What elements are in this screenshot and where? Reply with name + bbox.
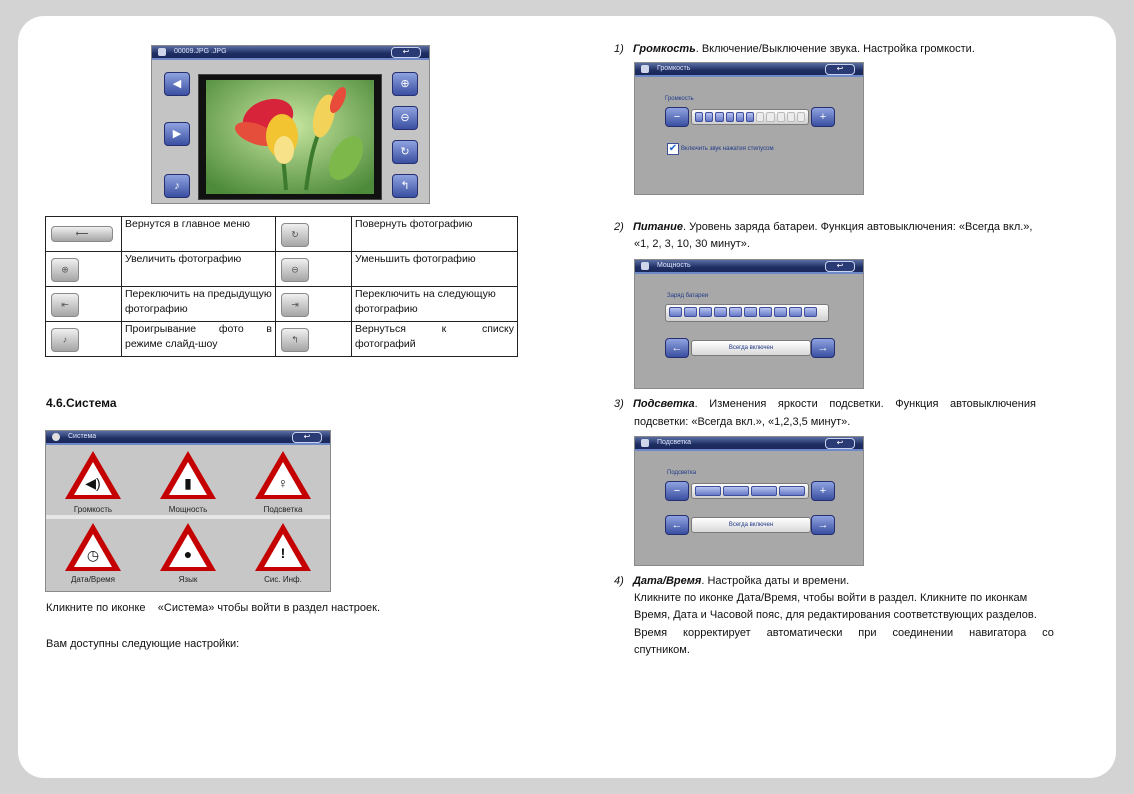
system-item-label: Сис. Инф. — [264, 575, 302, 584]
slider-segment — [746, 112, 754, 122]
system-screen — [45, 430, 331, 592]
system-item-label: Язык — [178, 575, 198, 584]
system-title: Система — [68, 433, 97, 440]
item-datetime-line4 — [634, 625, 1054, 642]
photo-viewer-app-icon — [158, 48, 166, 56]
photo-viewer-filename: 00009.JPG .JPG — [174, 48, 227, 55]
slider-segment — [695, 112, 703, 122]
item-power-heading — [614, 219, 1032, 236]
item-description: . Включение/Выключение звука. Настройка громкости. — [695, 43, 975, 55]
item-number: 4) — [614, 575, 624, 587]
slider-segment — [715, 112, 723, 122]
slider-segment — [759, 307, 772, 317]
item-datetime-heading — [614, 573, 849, 590]
item-word: со — [1042, 627, 1054, 639]
item-datetime-line2: Кликните по иконке Дата/Время, чтобы войти в раздел. Кликните по иконкам — [634, 592, 1028, 604]
slider-segment — [695, 486, 721, 496]
volume-plus-button[interactable]: + — [811, 107, 835, 127]
slider-segment — [669, 307, 682, 317]
item-title: Громкость — [632, 43, 696, 55]
cell-line: фотографий — [355, 338, 416, 350]
battery-icon — [641, 262, 649, 270]
list-button[interactable]: ↰ — [392, 174, 418, 198]
system-item-info[interactable] — [236, 523, 330, 587]
cell-word: списку — [481, 323, 514, 335]
item-backlight-line2: подсветки: «Всегда вкл.», «1,2,3,5 минут». — [634, 416, 851, 428]
slider-segment — [777, 112, 785, 122]
cell-word: в — [266, 323, 272, 335]
slideshow-icon: ♪ — [51, 328, 79, 352]
slider-segment — [744, 307, 757, 317]
click-system-text: Кликните по иконке «Система» чтобы войти в раздел настроек. — [46, 602, 381, 614]
cell-line: режиме слайд-шоу — [125, 338, 218, 350]
stylus-sound-checkbox[interactable]: ✔ — [668, 143, 678, 154]
slider-segment — [726, 112, 734, 122]
system-item-volume[interactable] — [46, 451, 140, 515]
zoom-out-button[interactable]: ⊖ — [392, 106, 418, 130]
zoom-out-icon: ⊖ — [281, 258, 309, 282]
backlight-back-button[interactable]: ↩ — [825, 438, 855, 449]
slider-segment — [804, 307, 817, 317]
table-row — [46, 322, 518, 357]
slider-segment — [789, 307, 802, 317]
return-arrow-icon: ⟵ — [51, 226, 113, 242]
photo-viewer-titlebar — [152, 46, 429, 60]
volume-minus-button[interactable]: − — [665, 107, 689, 127]
slider-segment — [756, 112, 764, 122]
slider-segment — [699, 307, 712, 317]
cell-word: Вернуться — [355, 323, 406, 335]
backlight-title: Подсветка — [657, 439, 691, 446]
back-to-list-icon: ↰ — [281, 328, 309, 352]
next-photo-icon: ⇥ — [281, 293, 309, 317]
power-prev-button[interactable]: ← — [665, 338, 689, 358]
table-icon-cell — [46, 322, 122, 357]
photo-viewer-screen — [151, 45, 430, 204]
item-word: соединении — [892, 627, 954, 639]
available-settings-text: Вам доступны следующие настройки: — [46, 638, 240, 650]
bulb-icon — [641, 439, 649, 447]
photo-viewer-back-button[interactable]: ↩ — [391, 47, 421, 58]
item-word: подсветки. — [829, 398, 884, 410]
face-icon: ● — [183, 546, 193, 562]
system-item-backlight[interactable] — [236, 451, 330, 515]
item-word: Функция — [895, 398, 939, 410]
speaker-icon — [641, 65, 649, 73]
prev-photo-button[interactable]: ◀ — [164, 72, 190, 96]
rotate-button[interactable]: ♪ — [164, 174, 190, 198]
slider-segment — [766, 112, 774, 122]
slideshow-button[interactable]: ▶ — [164, 122, 190, 146]
system-item-datetime[interactable] — [46, 523, 140, 587]
backlight-prev-button[interactable]: ← — [665, 515, 689, 535]
item-title: Дата/Время — [632, 575, 702, 587]
checkbox-label: Включить звук нажатия стилусом — [681, 146, 774, 152]
item-word: автоматически — [766, 627, 843, 639]
table-cell: Увеличить фотографию — [122, 252, 276, 287]
table-cell: Уменьшить фотографию — [352, 252, 518, 287]
item-number: 2) — [614, 221, 624, 233]
slider-segment — [684, 307, 697, 317]
zoom-in-icon: ⊕ — [51, 258, 79, 282]
slider-segment — [751, 486, 777, 496]
item-word: при — [858, 627, 877, 639]
system-item-label: Мощность — [168, 505, 208, 514]
table-icon-cell — [46, 252, 122, 287]
item-number: 3) — [614, 398, 624, 410]
slider-segment — [779, 486, 805, 496]
flower-photo — [206, 80, 374, 194]
table-row — [46, 287, 518, 322]
item-word: Время — [634, 627, 668, 639]
item-word: автовыключения — [950, 398, 1036, 410]
battery-icon: ▮ — [184, 475, 192, 491]
table-icon-cell — [46, 217, 122, 252]
cell-word: к — [441, 323, 447, 335]
system-item-label: Громкость — [73, 505, 113, 514]
system-item-language[interactable] — [141, 523, 235, 587]
section-heading: 4.6.Система — [46, 396, 117, 410]
table-cell: Вернутся в главное меню — [122, 217, 276, 252]
volume-slider-label: Громкость — [665, 96, 694, 102]
gear-icon — [52, 433, 60, 441]
slider-segment — [705, 112, 713, 122]
item-description: . Уровень заряда батареи. Функция автовыключения: «Всегда вкл.», — [682, 221, 1033, 233]
volume-screen — [634, 62, 864, 195]
item-description: . Настройка даты и времени. — [701, 575, 850, 587]
power-option: Всегда включен — [691, 340, 811, 356]
backlight-label: Подсветка — [667, 470, 697, 476]
table-icon-cell — [46, 287, 122, 322]
slider-segment — [729, 307, 742, 317]
table-cell: Повернуть фотографию — [352, 217, 518, 252]
system-row-divider — [46, 515, 330, 519]
rotate-icon: ↻ — [281, 223, 309, 247]
item-volume-heading — [614, 41, 975, 58]
table-icon-cell — [276, 287, 352, 322]
item-word: Изменения — [709, 398, 767, 410]
item-title: Питание — [632, 221, 683, 233]
volume-titlebar — [635, 63, 863, 77]
rotate-right-button[interactable]: ↻ — [392, 140, 418, 164]
item-datetime-line5: спутником. — [634, 644, 690, 656]
power-screen — [634, 259, 864, 389]
backlight-screen — [634, 436, 864, 566]
cell-word: фото — [218, 323, 244, 335]
bulb-icon: ♀ — [277, 475, 289, 491]
zoom-in-button[interactable]: ⊕ — [392, 72, 418, 96]
slider-segment — [714, 307, 727, 317]
backlight-titlebar — [635, 437, 863, 451]
power-back-button[interactable]: ↩ — [825, 261, 855, 272]
item-word: навигатора — [969, 627, 1027, 639]
item-power-line2: «1, 2, 3, 10, 30 минут». — [634, 238, 750, 250]
controls-table — [45, 216, 518, 357]
volume-title: Громкость — [657, 65, 691, 72]
clock-icon: ◷ — [86, 547, 100, 563]
item-datetime-line3: Время, Дата и Часовой пояс, для редактирования соответствующих разделов. — [634, 609, 1037, 621]
info-icon: ! — [280, 545, 286, 561]
previous-photo-icon: ⇤ — [51, 293, 79, 317]
battery-level-bar — [665, 304, 829, 322]
backlight-minus-button[interactable]: − — [665, 481, 689, 501]
volume-slider[interactable] — [691, 109, 809, 125]
table-row — [46, 252, 518, 287]
slider-segment — [797, 112, 805, 122]
system-item-label: Дата/Время — [70, 575, 115, 584]
table-cell: Переключить на предыдущую фотографию — [122, 287, 276, 322]
item-number: 1) — [614, 43, 624, 55]
item-word: корректирует — [683, 627, 751, 639]
table-cell: Переключить на следующую фотографию — [352, 287, 518, 322]
table-cell — [122, 322, 276, 357]
backlight-next-button[interactable]: → — [811, 515, 835, 535]
system-item-label: Подсветка — [263, 505, 303, 514]
system-back-button[interactable]: ↩ — [292, 432, 322, 443]
backlight-plus-button[interactable]: + — [811, 481, 835, 501]
slider-segment — [774, 307, 787, 317]
power-title: Мощность — [657, 262, 691, 269]
volume-back-button[interactable]: ↩ — [825, 64, 855, 75]
photo-frame — [198, 74, 382, 200]
slider-segment — [736, 112, 744, 122]
power-next-button[interactable]: → — [811, 338, 835, 358]
power-titlebar — [635, 260, 863, 274]
backlight-slider[interactable] — [691, 483, 809, 499]
table-icon-cell — [276, 217, 352, 252]
system-item-power[interactable] — [141, 451, 235, 515]
table-row — [46, 217, 518, 252]
backlight-option: Всегда включен — [691, 517, 811, 533]
speaker-icon: ◀) — [85, 475, 101, 491]
system-titlebar — [46, 431, 330, 445]
item-backlight-heading: 3) Подсветка. Изменения яркости подсветки. Функция автовыключения — [614, 396, 1036, 413]
table-icon-cell — [276, 322, 352, 357]
slider-segment — [723, 486, 749, 496]
battery-label: Заряд батареи — [667, 293, 709, 299]
table-cell — [352, 322, 518, 357]
item-word: яркости — [777, 398, 818, 410]
table-icon-cell — [276, 252, 352, 287]
item-title: Подсветка — [632, 398, 695, 410]
cell-word: Проигрывание — [125, 323, 197, 335]
slider-segment — [787, 112, 795, 122]
